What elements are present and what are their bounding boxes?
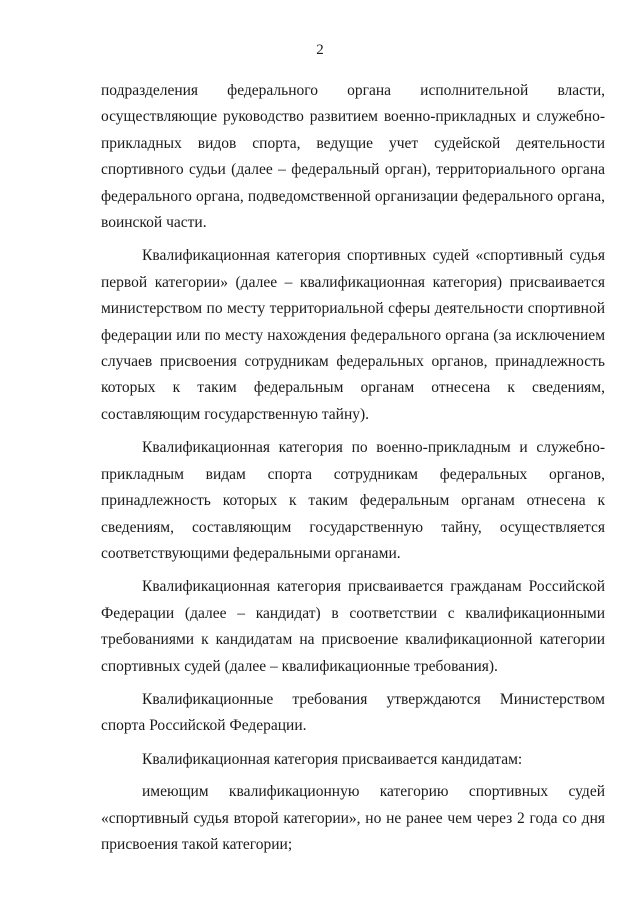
paragraph-military-applied-sports: Квалификационная категория по военно-прикладным и служебно-прикладным видам спорта сотрудникам федеральных органов, принадлежность которых к таким федеральным органам отнесена к сведениям, составляющим государственную тайну, осуществляется соответствующими федеральными органами. — [101, 439, 605, 562]
paragraph-requirements-approval: Квалификационные требования утверждаются Министерством спорта Российской Федерации. — [101, 690, 605, 735]
paragraph-second-category-condition: имеющим квалификационную категорию спортивных судей «спортивный судья второй категории», но не ранее чем через 2 года со дня присвоения такой категории; — [101, 783, 605, 853]
paragraph-federal-bodies: подразделения федерального органа исполнительной власти, осуществляющие руководство развитием военно-прикладных и служебно-прикладных видов спорта, ведущие учет судейской деятельности спортивного судьи (далее – федеральный орган), территориального органа федерального органа, подведомственной организации федерального органа, воинской части. — [101, 82, 605, 232]
paragraph-category-assignment: Квалификационная категория спортивных судей «спортивный судья первой категории» (далее – квалификационная категория) присваивается министерством по месту территориальной сферы деятельности спортивной федерации или по месту нахождения федерального органа (за исключением случаев присвоения сотрудникам федеральных органов, принадлежность которых к таким федеральным органам отнесена к сведениям, составляющим государственную тайну). — [101, 247, 605, 423]
page-number: 2 — [316, 42, 324, 58]
paragraph-citizens-requirements: Квалификационная категория присваивается гражданам Российской Федерации (далее – кандидат) в соответствии с квалификационными требованиями к кандидатам на присвоение квалификационной категории спортивных судей (далее – квалификационные требования). — [101, 578, 605, 675]
document-body — [101, 78, 605, 865]
paragraph-assigned-to-candidates: Квалификационная категория присваивается кандидатам: — [142, 750, 523, 768]
